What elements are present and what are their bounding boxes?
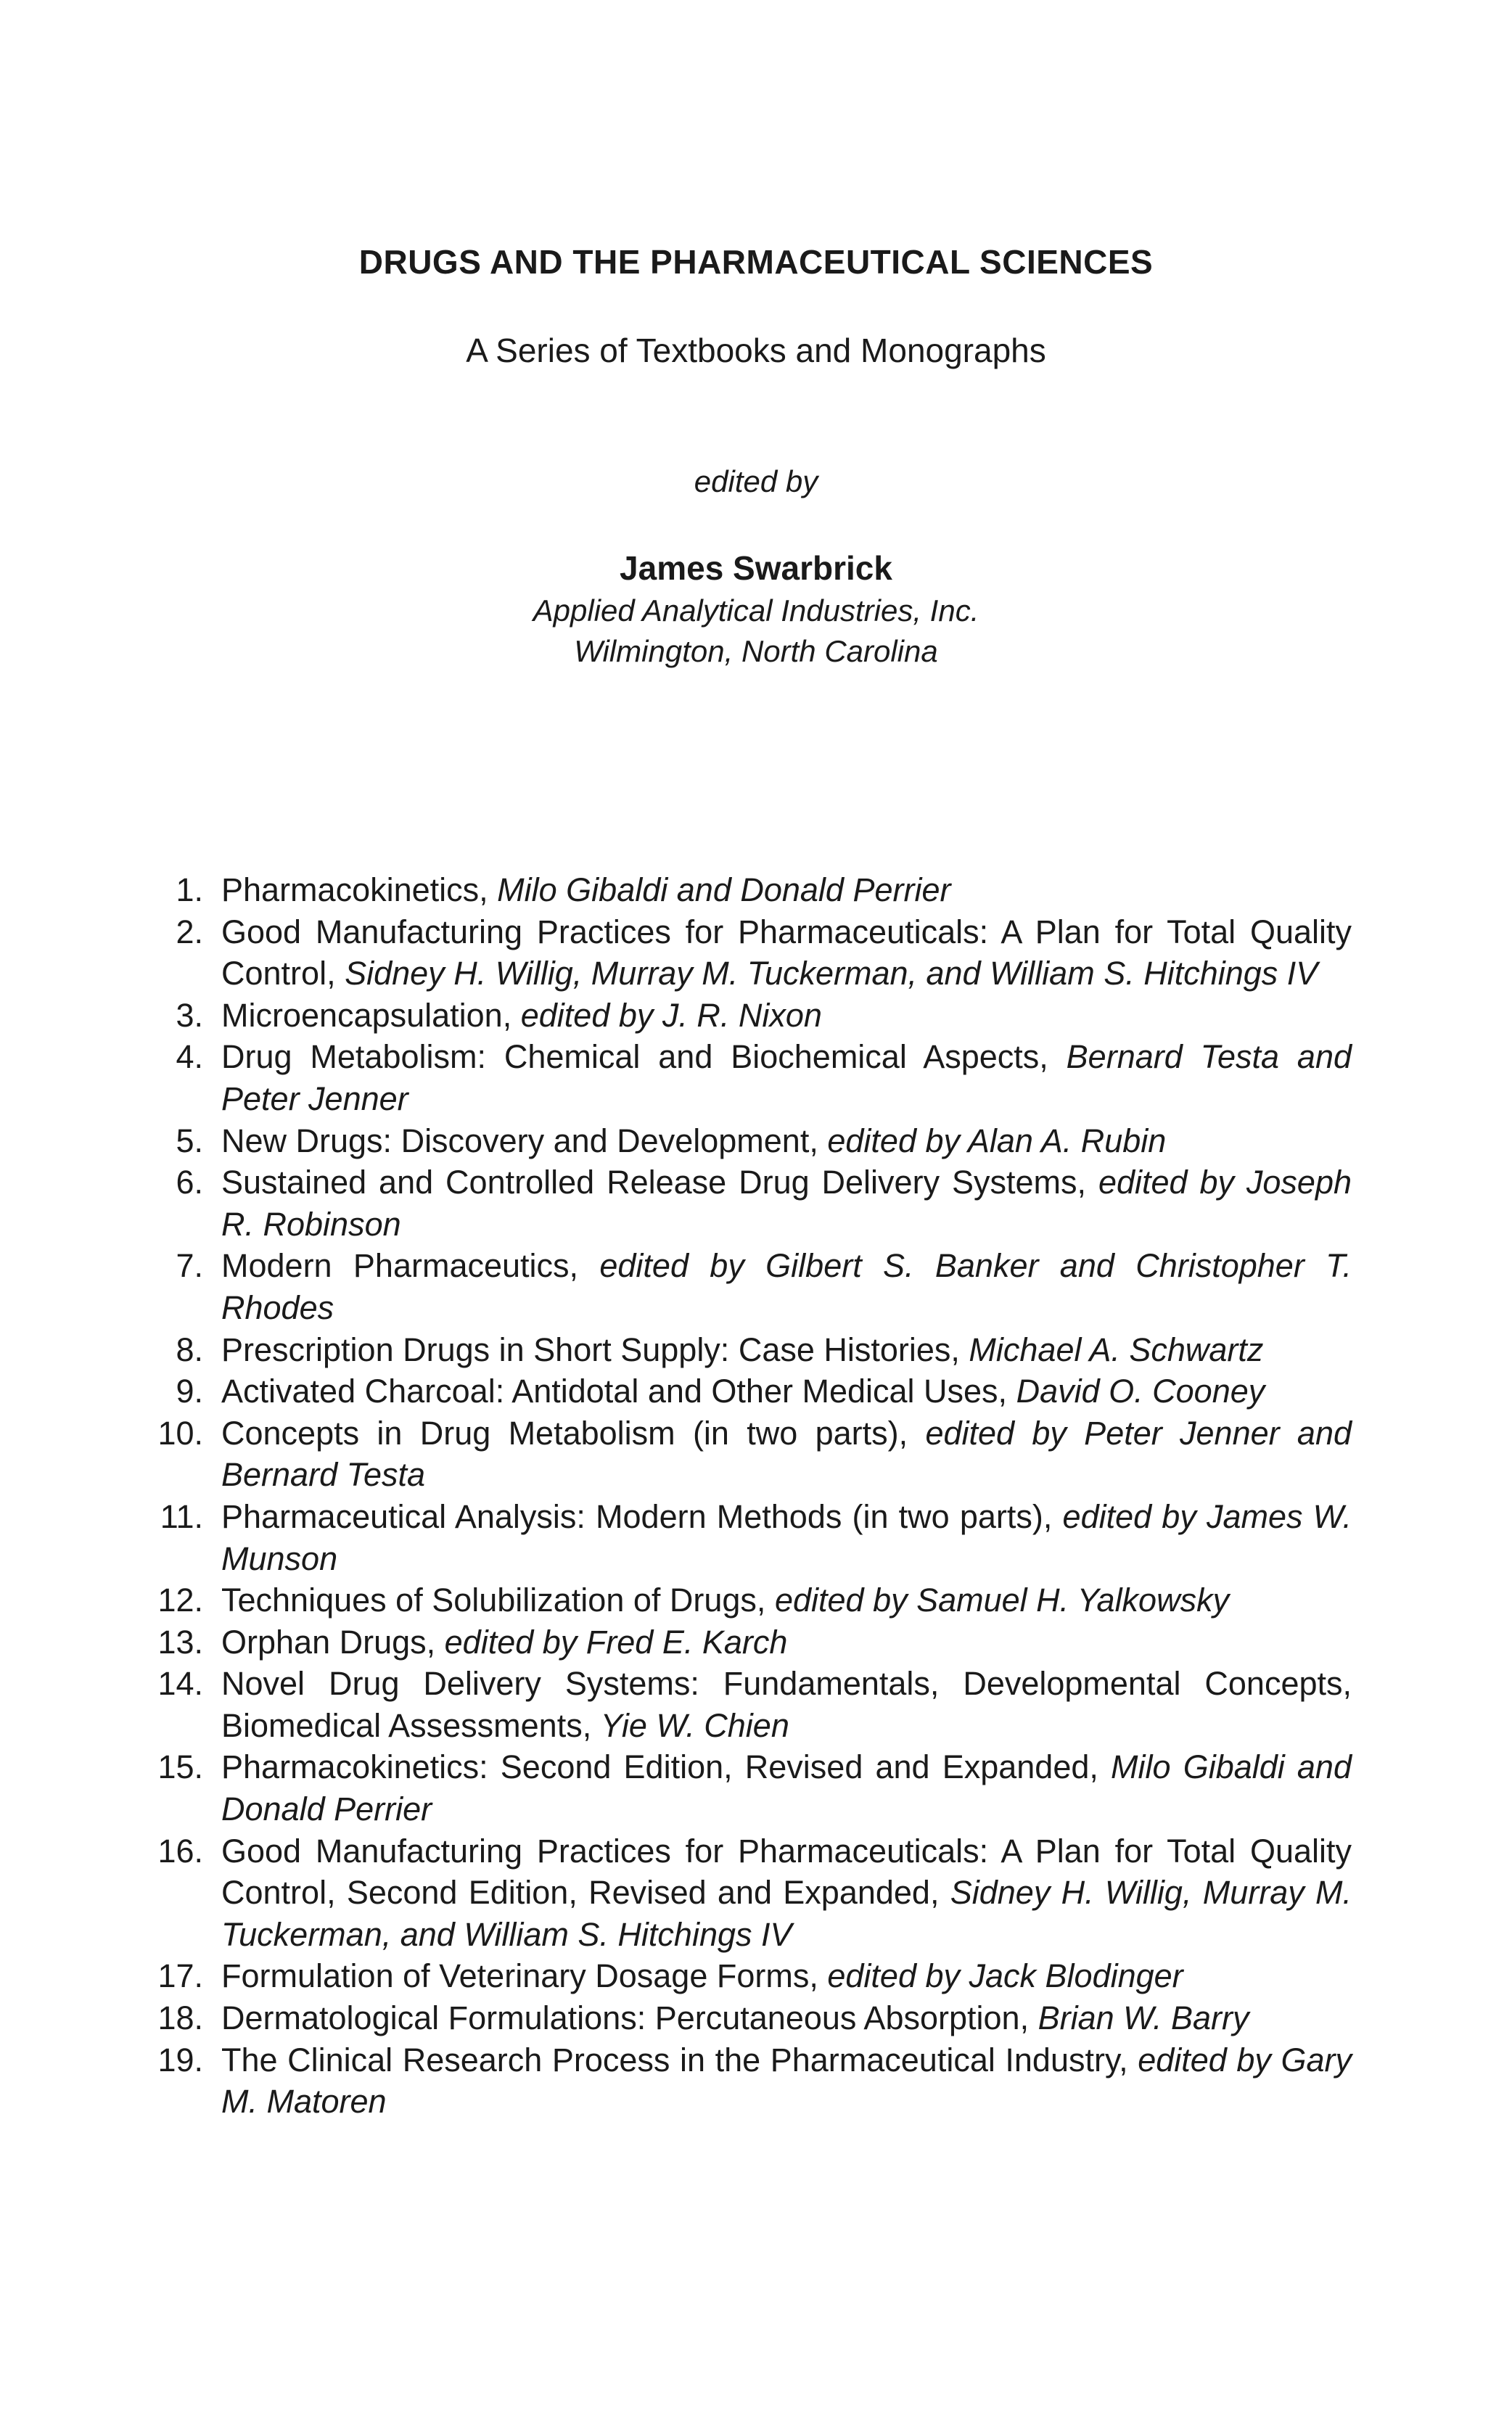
book-entry (0, 1621, 1512, 1664)
book-authors: David O. Cooney (1016, 1373, 1265, 1410)
book-entry (0, 1120, 1512, 1162)
book-text (221, 1997, 1352, 2039)
book-title: Prescription Drugs in Short Supply: Case Histories, (221, 1331, 960, 1368)
book-entry (0, 1997, 1512, 2039)
book-text (221, 1621, 1352, 1664)
book-authors: edited by Joseph R. Robinson (221, 1164, 1352, 1243)
book-authors: edited by Gary M. Matoren (221, 2041, 1352, 2121)
book-text (221, 1579, 1352, 1621)
book-number: 8. (176, 1331, 203, 1368)
book-number: 5. (176, 1122, 203, 1159)
book-entry (0, 1329, 1512, 1371)
book-authors: edited by Fred E. Karch (444, 1623, 788, 1661)
book-entry (0, 1746, 1512, 1830)
book-number: 16. (157, 1832, 203, 1870)
book-text (221, 1746, 1352, 1830)
book-authors: Milo Gibaldi and Donald Perrier (221, 1748, 1352, 1828)
book-authors: edited by Alan A. Rubin (827, 1122, 1167, 1159)
book-text (221, 995, 1352, 1037)
book-title: The Clinical Research Process in the Pharmaceutical Industry, (221, 2041, 1128, 2078)
book-title: Concepts in Drug Metabolism (in two parts), (221, 1414, 908, 1452)
book-entry (0, 1370, 1512, 1412)
book-number: 17. (157, 1957, 203, 1995)
book-entry (0, 1579, 1512, 1621)
book-authors: Yie W. Chien (600, 1706, 789, 1744)
editor-name: James Swarbrick (620, 549, 892, 587)
book-title: Orphan Drugs, (221, 1623, 436, 1661)
editor-affiliation: Applied Analytical Industries, Inc. (533, 593, 979, 628)
book-number: 11. (160, 1497, 203, 1535)
series-title: DRUGS AND THE PHARMACEUTICAL SCIENCES (358, 243, 1154, 281)
book-entry (0, 1663, 1512, 1746)
book-entry (0, 1245, 1512, 1328)
book-number: 4. (176, 1038, 203, 1076)
book-entry (0, 1412, 1512, 1496)
book-number: 13. (157, 1623, 203, 1661)
book-text (221, 1830, 1352, 1956)
book-title: Good Manufacturing Practices for Pharmaceuticals: A Plan for Total Quality Control, Second Edition, Revised and Expanded, (221, 1832, 1352, 1912)
book-number: 19. (157, 2041, 203, 2078)
book-authors: edited by Gilbert S. Banker and Christopher T. Rhodes (221, 1247, 1352, 1326)
book-title: Good Manufacturing Practices for Pharmaceuticals: A Plan for Total Quality Control, (221, 913, 1352, 992)
book-title: Pharmaceutical Analysis: Modern Methods (in two parts), (221, 1497, 1053, 1535)
book-authors: Sidney H. Willig, Murray M. Tuckerman, and William S. Hitchings IV (345, 955, 1318, 992)
book-authors: edited by James W. Munson (221, 1497, 1352, 1577)
book-authors: Bernard Testa and Peter Jenner (221, 1038, 1352, 1117)
book-number: 7. (176, 1247, 203, 1285)
book-number: 9. (176, 1373, 203, 1410)
book-authors: edited by Jack Blodinger (827, 1957, 1183, 1995)
book-text (221, 1120, 1352, 1162)
book-text (221, 1496, 1352, 1579)
book-number: 10. (157, 1414, 203, 1452)
book-number: 3. (176, 996, 203, 1034)
book-text (221, 1329, 1352, 1371)
book-authors: edited by Peter Jenner and Bernard Testa (221, 1414, 1352, 1494)
book-text (221, 1370, 1352, 1412)
book-entry (0, 1496, 1512, 1579)
book-text (221, 1161, 1352, 1245)
book-entry (0, 911, 1512, 995)
book-title: Microencapsulation, (221, 996, 512, 1034)
book-title: Formulation of Veterinary Dosage Forms, (221, 1957, 818, 1995)
book-entry (0, 1955, 1512, 1997)
book-number: 6. (176, 1164, 203, 1201)
book-title: New Drugs: Discovery and Development, (221, 1122, 818, 1159)
book-number: 18. (157, 1999, 203, 2037)
book-title: Drug Metabolism: Chemical and Biochemical Aspects, (221, 1038, 1048, 1076)
book-text (221, 869, 1352, 911)
book-entry (0, 1036, 1512, 1119)
book-text (221, 1036, 1352, 1119)
book-number: 1. (176, 871, 203, 908)
book-entry (0, 1161, 1512, 1245)
book-text (221, 2039, 1352, 2123)
book-title: Sustained and Controlled Release Drug Delivery Systems, (221, 1164, 1087, 1201)
book-number: 2. (176, 913, 203, 950)
book-list (0, 869, 1512, 2123)
editor-location: Wilmington, North Carolina (574, 634, 938, 668)
book-authors: Brian W. Barry (1038, 1999, 1249, 2037)
book-title: Novel Drug Delivery Systems: Fundamentals, Developmental Concepts, Biomedical Assessments, (221, 1665, 1352, 1744)
book-authors: Milo Gibaldi and Donald Perrier (497, 871, 951, 908)
book-text (221, 911, 1352, 995)
book-authors: edited by Samuel H. Yalkowsky (774, 1582, 1230, 1619)
book-text (221, 1955, 1352, 1997)
book-number: 12. (157, 1582, 203, 1619)
book-entry (0, 869, 1512, 911)
book-entry (0, 995, 1512, 1037)
book-authors: edited by J. R. Nixon (520, 996, 822, 1034)
book-authors: Michael A. Schwartz (969, 1331, 1264, 1368)
book-entry (0, 1830, 1512, 1956)
edited-by-label: edited by (694, 464, 818, 498)
book-text (221, 1245, 1352, 1328)
book-title: Modern Pharmaceutics, (221, 1247, 579, 1285)
book-title: Pharmacokinetics, (221, 871, 488, 908)
series-subtitle: A Series of Textbooks and Monographs (466, 332, 1046, 369)
book-title: Techniques of Solubilization of Drugs, (221, 1582, 766, 1619)
book-text (221, 1663, 1352, 1746)
book-number: 15. (157, 1748, 203, 1786)
book-number: 14. (157, 1665, 203, 1703)
book-authors: Sidney H. Willig, Murray M. Tuckerman, and William S. Hitchings IV (221, 1874, 1352, 1953)
book-title: Dermatological Formulations: Percutaneous Absorption, (221, 1999, 1030, 2037)
book-title: Activated Charcoal: Antidotal and Other Medical Uses, (221, 1373, 1008, 1410)
book-title: Pharmacokinetics: Second Edition, Revised and Expanded, (221, 1748, 1098, 1786)
book-text (221, 1412, 1352, 1496)
book-entry (0, 2039, 1512, 2123)
